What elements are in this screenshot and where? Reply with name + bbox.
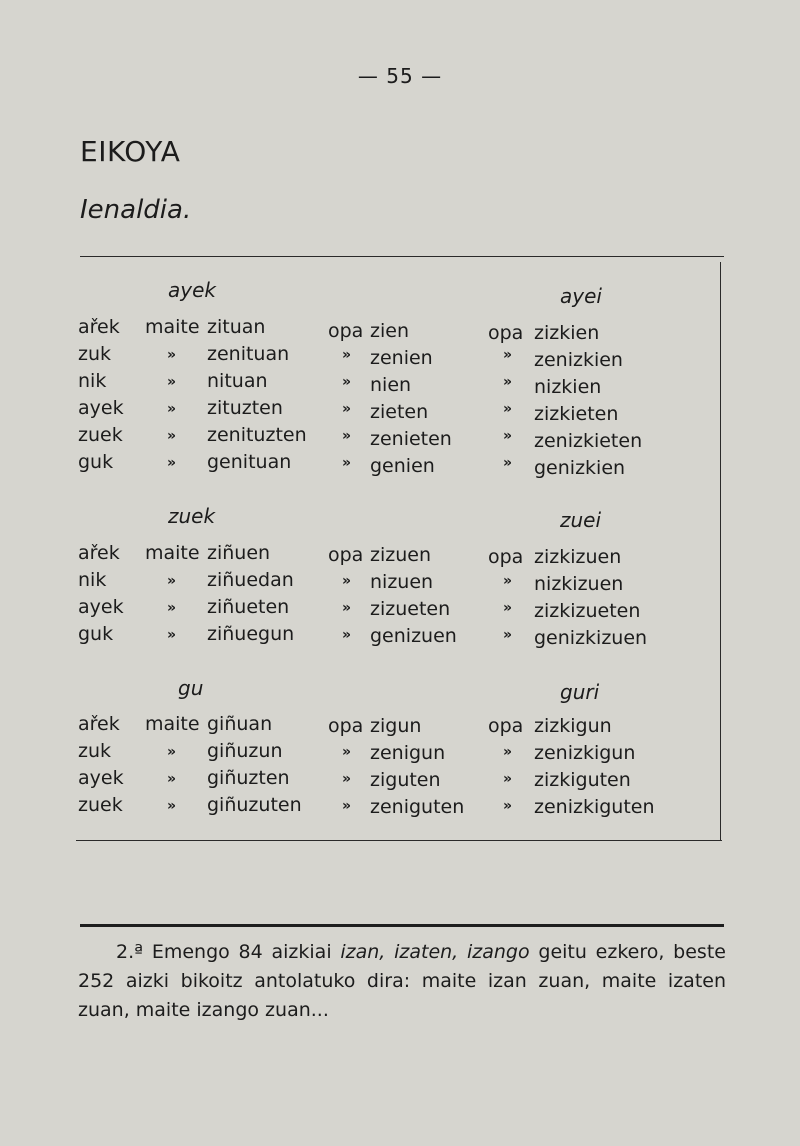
plural-dative-verb-cell: nizkizuen (534, 573, 624, 595)
ditto-mark: » (503, 744, 513, 760)
ditto-mark: » (167, 428, 177, 444)
table-row (0, 794, 800, 821)
verb-cell: giñuzun (207, 740, 283, 762)
ditto-mark: » (167, 374, 177, 390)
ditto-mark: » (167, 573, 177, 589)
subject-cell: ařek (78, 316, 120, 338)
ditto-mark: » (342, 573, 352, 589)
plural-dative-verb-cell: zenizkieten (534, 430, 643, 452)
subject-cell: guk (78, 623, 114, 645)
ditto-mark: » (167, 798, 177, 814)
opa-cell: opa (328, 320, 364, 342)
dative-verb-cell: genien (370, 455, 435, 477)
section-heading-left: zuek (168, 504, 216, 528)
footnote-term-izango: izango (467, 941, 530, 963)
auxiliary-cell: maite (145, 316, 200, 338)
dative-verb-cell: genizuen (370, 625, 457, 647)
ditto-mark: » (167, 744, 177, 760)
subject-cell: nik (78, 370, 107, 392)
footnote-number: 2.ª (116, 941, 144, 963)
ditto-mark: » (503, 771, 513, 787)
verb-cell: genituan (207, 451, 292, 473)
footnote-term-izan: izan, (340, 941, 386, 963)
ditto-mark: » (167, 401, 177, 417)
table-row (0, 397, 800, 424)
dative-verb-cell: zizueten (370, 598, 451, 620)
table-row (0, 451, 800, 478)
page-title: EIKOYA (80, 135, 181, 168)
dative-verb-cell: zeniguten (370, 796, 465, 818)
verb-cell: nituan (207, 370, 268, 392)
auxiliary-cell: maite (145, 542, 200, 564)
table-row (0, 767, 800, 794)
subject-cell: zuk (78, 343, 112, 365)
ditto-mark: » (503, 455, 513, 471)
footnote (78, 938, 726, 1025)
opa-cell: opa (488, 546, 524, 568)
section-heading-left: gu (178, 676, 204, 700)
opa-cell: opa (328, 544, 364, 566)
plural-dative-verb-cell: zenizkigun (534, 742, 636, 764)
ditto-mark: » (342, 428, 352, 444)
ditto-mark: » (342, 455, 352, 471)
ditto-mark: » (342, 798, 352, 814)
ditto-mark: » (342, 374, 352, 390)
section-heading-right: zuei (560, 508, 602, 532)
ditto-mark: » (167, 455, 177, 471)
section-heading-right: guri (560, 680, 600, 704)
ditto-mark: » (503, 401, 513, 417)
page-number: — 55 — (357, 64, 443, 88)
verb-cell: ziñuen (207, 542, 271, 564)
verb-cell: zenituan (207, 343, 290, 365)
dative-verb-cell: zenieten (370, 428, 452, 450)
section-heading-right: ayei (560, 284, 602, 308)
footnote-term-izaten: izaten, (394, 941, 459, 963)
table-row (0, 740, 800, 767)
table-row (0, 424, 800, 451)
dative-verb-cell: zenien (370, 347, 433, 369)
subject-cell: guk (78, 451, 114, 473)
ditto-mark: » (167, 600, 177, 616)
dative-verb-cell: zenigun (370, 742, 446, 764)
dative-verb-cell: nizuen (370, 571, 434, 593)
verb-cell: zituan (207, 316, 266, 338)
plural-dative-verb-cell: nizkien (534, 376, 602, 398)
subject-cell: zuk (78, 740, 112, 762)
subject-cell: nik (78, 569, 107, 591)
ditto-mark: » (503, 428, 513, 444)
ditto-mark: » (503, 374, 513, 390)
plural-dative-verb-cell: zizkizuen (534, 546, 622, 568)
footnote-text-start: Emengo 84 aizkiai (151, 941, 332, 963)
opa-cell: opa (488, 715, 524, 737)
ditto-mark: » (342, 347, 352, 363)
ditto-mark: » (503, 600, 513, 616)
plural-dative-verb-cell: zizkieten (534, 403, 619, 425)
ditto-mark: » (167, 627, 177, 643)
opa-cell: opa (488, 322, 524, 344)
plural-dative-verb-cell: zizkigun (534, 715, 612, 737)
page-subtitle: Ienaldia. (80, 195, 192, 225)
footnote-text-end: geitu ezkero, beste 252 aizki bikoitz antolatuko dira: maite izan zuan, maite izaten zuan, maite izango zuan... (78, 941, 726, 1021)
plural-dative-verb-cell: zenizkiguten (534, 796, 655, 818)
table-row (0, 542, 800, 569)
ditto-mark: » (342, 771, 352, 787)
ditto-mark: » (503, 627, 513, 643)
table-row (0, 569, 800, 596)
plural-dative-verb-cell: zenizkien (534, 349, 623, 371)
verb-cell: ziñueten (207, 596, 290, 618)
verb-cell: zituzten (207, 397, 283, 419)
dative-verb-cell: ziguten (370, 769, 441, 791)
dative-verb-cell: zizuen (370, 544, 431, 566)
opa-cell: opa (328, 715, 364, 737)
ditto-mark: » (167, 771, 177, 787)
subject-cell: zuek (78, 424, 123, 446)
subject-cell: ařek (78, 713, 120, 735)
verb-cell: ziñuedan (207, 569, 294, 591)
footnote-rule (80, 924, 724, 927)
verb-cell: giñuzuten (207, 794, 302, 816)
dative-verb-cell: nien (370, 374, 412, 396)
ditto-mark: » (342, 600, 352, 616)
ditto-mark: » (503, 798, 513, 814)
section-heading-left: ayek (168, 278, 216, 302)
ditto-mark: » (342, 627, 352, 643)
subject-cell: ařek (78, 542, 120, 564)
table-row (0, 713, 800, 740)
subject-cell: ayek (78, 596, 124, 618)
table-row (0, 370, 800, 397)
dative-verb-cell: zieten (370, 401, 429, 423)
plural-dative-verb-cell: genizkien (534, 457, 626, 479)
table-row (0, 623, 800, 650)
plural-dative-verb-cell: zizkiguten (534, 769, 631, 791)
ditto-mark: » (342, 401, 352, 417)
verb-cell: ziñuegun (207, 623, 295, 645)
table-row (0, 343, 800, 370)
table-row (0, 596, 800, 623)
verb-cell: giñuzten (207, 767, 290, 789)
plural-dative-verb-cell: genizkizuen (534, 627, 648, 649)
plural-dative-verb-cell: zizkizueten (534, 600, 641, 622)
subject-cell: ayek (78, 397, 124, 419)
ditto-mark: » (503, 347, 513, 363)
subject-cell: zuek (78, 794, 123, 816)
subject-cell: ayek (78, 767, 124, 789)
verb-cell: giñuan (207, 713, 273, 735)
table-row (0, 316, 800, 343)
table-top-rule (80, 256, 724, 257)
dative-verb-cell: zien (370, 320, 409, 342)
dative-verb-cell: zigun (370, 715, 422, 737)
verb-cell: zenituzten (207, 424, 307, 446)
ditto-mark: » (342, 744, 352, 760)
table-bottom-rule (76, 840, 722, 841)
ditto-mark: » (503, 573, 513, 589)
auxiliary-cell: maite (145, 713, 200, 735)
ditto-mark: » (167, 347, 177, 363)
plural-dative-verb-cell: zizkien (534, 322, 600, 344)
